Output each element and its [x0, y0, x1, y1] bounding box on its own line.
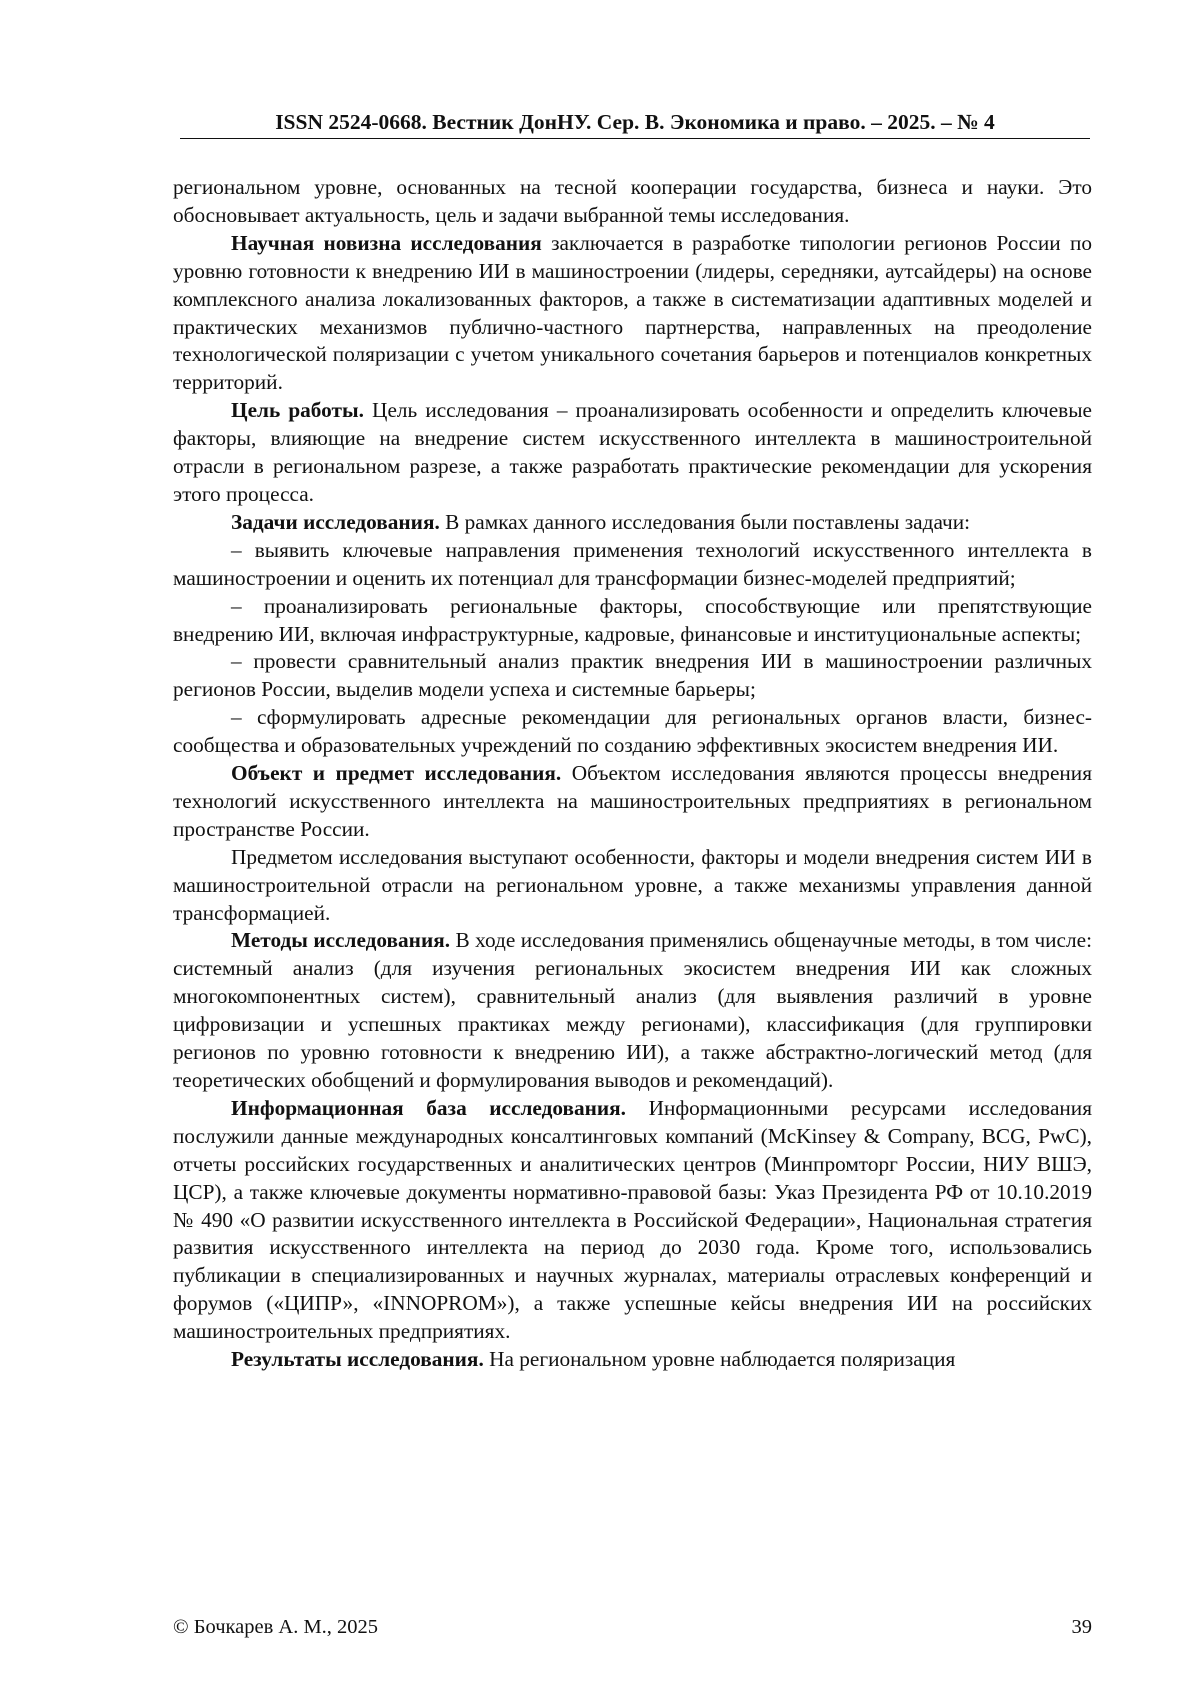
tasks-text: В рамках данного исследования были поставлены задачи:: [439, 509, 971, 534]
info-base-text: Информационными ресурсами исследования послужили данные международных консалтинговых компаний (McKinsey & Company, BCG, PwC), отчеты российских государственных и аналитических центров (Минпромторг России, НИУ ВШЭ, ЦСР), а также ключевые документы нормативно-правовой базы: Указ Президента РФ от 10.10.2019 № 490 «О развитии искусственного интеллекта в Российской Федерации», Национальная стратегия развития искусственного интеллекта на период до 2030 года. Кроме того, использовались публикации в специализированных и научных журналах, материалы отраслевых конференций и форумов («ЦИПР», «INNOPROM»), а также успешные кейсы внедрения ИИ на российских машиностроительных предприятиях.: [173, 1095, 1092, 1344]
task-item-4: – сформулировать адресные рекомендации для региональных органов власти, бизнес-сообщества и образовательных учреждений по созданию эффективных экосистем внедрения ИИ.: [173, 705, 1092, 758]
task-item-1: – выявить ключевые направления применения технологий искусственного интеллекта в машиностроении и оценить их потенциал для трансформации бизнес-моделей предприятий;: [173, 537, 1092, 590]
paragraph-results: [173, 1346, 1092, 1374]
novelty-heading: Научная новизна исследования: [231, 230, 542, 255]
task-item-3: – провести сравнительный анализ практик внедрения ИИ в машиностроении различных регионов России, выделив модели успеха и системные барьеры;: [173, 649, 1092, 702]
paragraph-goal: [173, 397, 1092, 509]
results-heading: Результаты исследования.: [231, 1347, 484, 1372]
copyright-notice: © Бочкарев А. М., 2025: [173, 1616, 379, 1638]
paragraph-subject: Предметом исследования выступают особенности, факторы и модели внедрения систем ИИ в машиностроительной отрасли на региональном уровне, а также механизмы управления данной трансформацией.: [173, 844, 1092, 925]
goal-text: Цель исследования – проанализировать особенности и определить ключевые факторы, влияющие на внедрение систем искусственного интеллекта в машиностроительной отрасли в региональном разрезе, а также разработать практические рекомендации для ускорения этого процесса.: [173, 398, 1092, 506]
methods-text: В ходе исследования применялись общенаучные методы, в том числе: системный анализ (для изучения региональных экосистем внедрения ИИ как сложных многокомпонентных систем), сравнительный анализ (для выявления различий в уровне цифровизации и успешных практиках между регионами), классификация (для группировки регионов по уровню готовности к внедрению ИИ), а также абстрактно-логический метод (для теоретических обобщений и формулирования выводов и рекомендаций).: [173, 928, 1092, 1092]
object-text: Объектом исследования являются процессы внедрения технологий искусственного интеллекта на машиностроительных предприятиях в региональном пространстве России.: [173, 761, 1092, 841]
page-number: 39: [1071, 1616, 1092, 1638]
results-text: На региональном уровне наблюдается поляризация: [483, 1347, 956, 1372]
methods-heading: Методы исследования.: [231, 928, 451, 953]
novelty-text: заключается в разработке типологии регионов России по уровню готовности к внедрению ИИ в машиностроении (лидеры, середняки, аутсайдеры) на основе комплексного анализа локализованных факторов, а также в систематизации адаптивных моделей и практических механизмов публично-частного партнерства, направленных на преодоление технологической поляризации с учетом уникального сочетания барьеров и потенциалов конкретных территорий.: [173, 230, 1092, 395]
paragraph-methods: [173, 927, 1092, 1094]
paragraph-info-base: [173, 1095, 1092, 1346]
paragraph-tasks: [173, 509, 1092, 537]
task-item-2: – проанализировать региональные факторы, способствующие или препятствующие внедрению ИИ, включая инфраструктурные, кадровые, финансовые и институциональные аспекты;: [173, 593, 1092, 646]
article-body: [173, 174, 1092, 1374]
paragraph-object: [173, 760, 1092, 844]
info-base-heading: Информационная база исследования.: [231, 1095, 627, 1120]
header-rule: [180, 138, 1090, 139]
paragraph-novelty: [173, 230, 1092, 397]
tasks-heading: Задачи исследования.: [231, 509, 440, 534]
journal-header: ISSN 2524-0668. Вестник ДонНУ. Сер. В. Экономика и право. – 2025. – № 4: [275, 110, 995, 134]
paragraph-intro-continuation: региональном уровне, основанных на тесной кооперации государства, бизнеса и науки. Это обосновывает актуальность, цель и задачи выбранной темы исследования.: [173, 175, 1092, 227]
object-heading: Объект и предмет исследования.: [231, 761, 562, 786]
goal-heading: Цель работы.: [231, 398, 364, 423]
